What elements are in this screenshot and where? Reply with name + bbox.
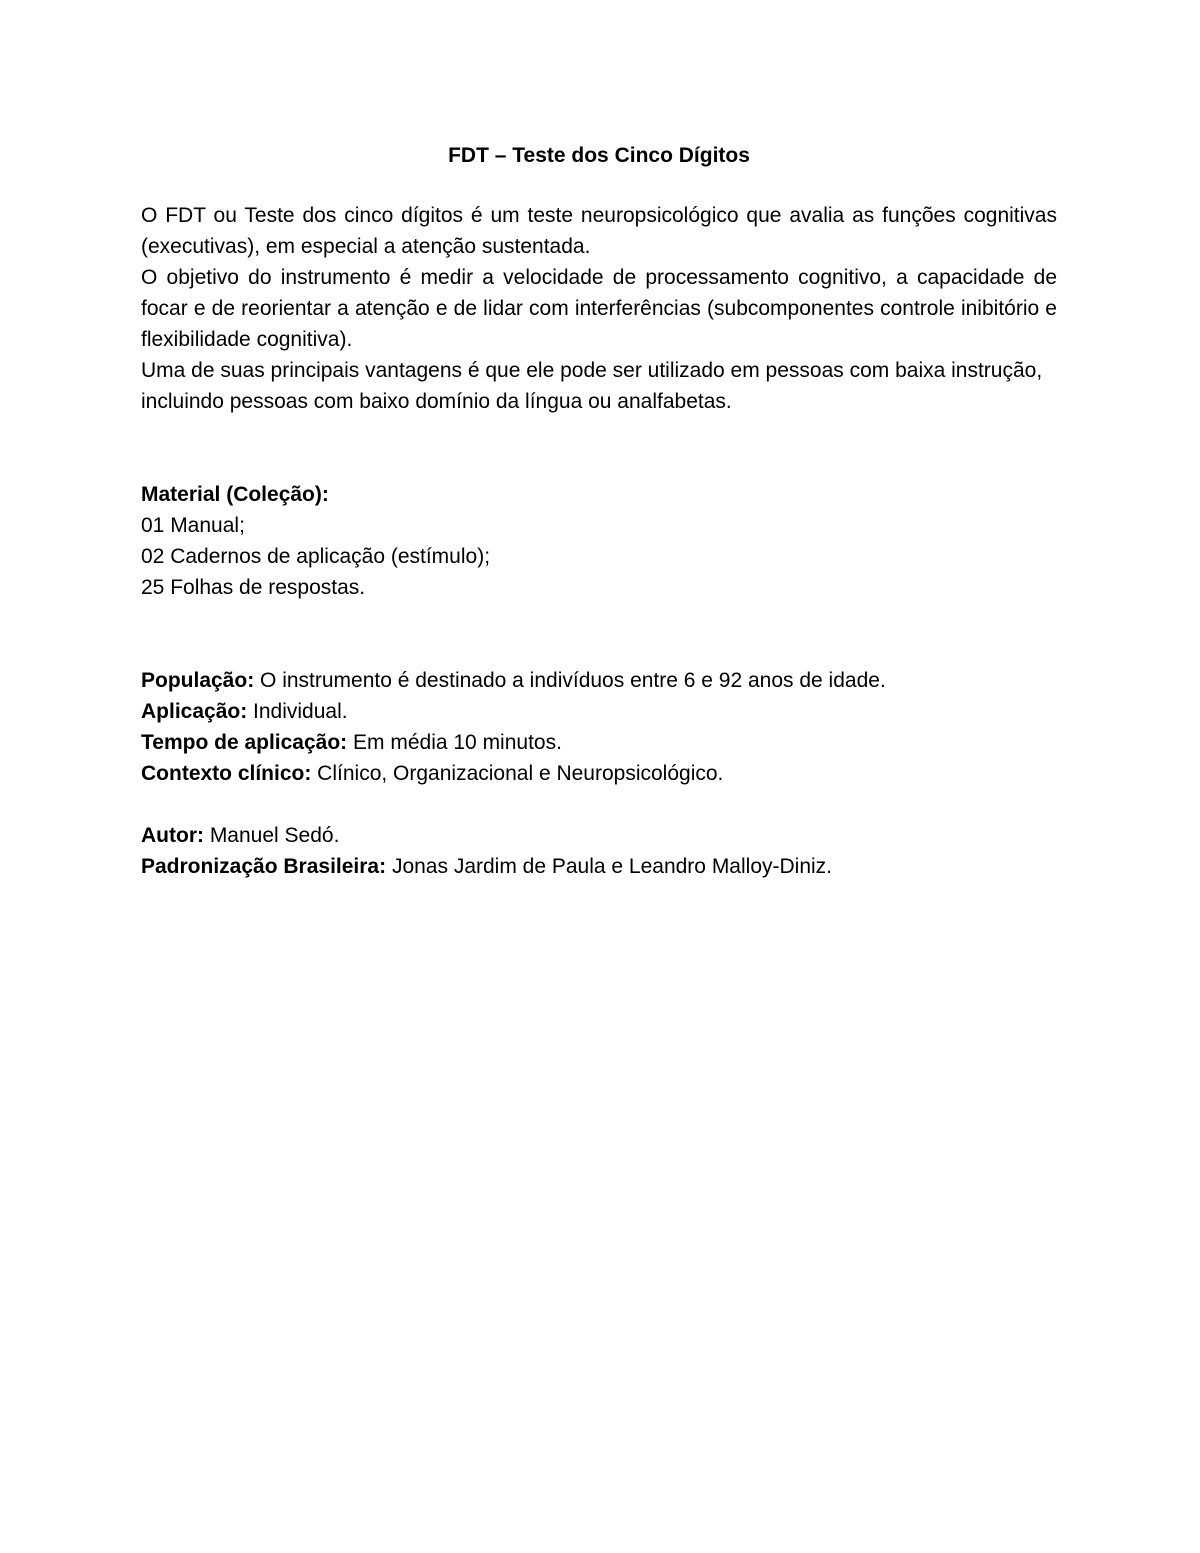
- field-aplicacao: [141, 696, 1057, 727]
- field-label: Contexto clínico:: [141, 762, 312, 785]
- material-item: 01 Manual;: [141, 514, 245, 537]
- field-value: Manuel Sedó.: [203, 824, 340, 847]
- intro-paragraph: Uma de suas principais vantagens é que ele pode ser utilizado em pessoas com baixa instrução, incluindo pessoas com baixo domínio da língua ou analfabetas.: [141, 359, 1043, 413]
- field-tempo: [141, 727, 1057, 758]
- field-label: Autor:: [141, 824, 204, 847]
- spacer: [141, 603, 1057, 665]
- field-label: População:: [141, 669, 255, 692]
- document-page: [141, 140, 1057, 882]
- field-contexto: [141, 758, 1057, 789]
- intro-paragraph: O objetivo do instrumento é medir a velocidade de processamento cognitivo, a capacidade de focar e de reorientar a atenção e de lidar com interferências (subcomponentes controle inibitório e flexibilidade cognitiva).: [141, 266, 1057, 351]
- field-value: Individual.: [247, 700, 348, 723]
- intro-paragraph: O FDT ou Teste dos cinco dígitos é um teste neuropsicológico que avalia as funções cognitivas (executivas), em especial a atenção sustentada.: [141, 204, 1057, 258]
- material-item: 25 Folhas de respostas.: [141, 576, 366, 599]
- credits-section: [141, 820, 1057, 882]
- material-item: 02 Cadernos de aplicação (estímulo);: [141, 545, 491, 568]
- spacer: [141, 789, 1057, 820]
- field-autor: [141, 820, 1057, 851]
- field-populacao: [141, 665, 1057, 696]
- field-value: O instrumento é destinado a indivíduos entre 6 e 92 anos de idade.: [254, 669, 886, 692]
- field-value: Em média 10 minutos.: [347, 731, 562, 754]
- field-value: Clínico, Organizacional e Neuropsicológico.: [311, 762, 724, 785]
- material-section: [141, 479, 1057, 603]
- details-section: [141, 665, 1057, 789]
- field-padronizacao: [141, 851, 1057, 882]
- document-title: FDT – Teste dos Cinco Dígitos: [448, 144, 750, 167]
- intro-section: [141, 200, 1057, 417]
- material-heading: Material (Coleção):: [141, 483, 329, 506]
- field-label: Aplicação:: [141, 700, 248, 723]
- spacer: [141, 417, 1057, 479]
- field-label: Tempo de aplicação:: [141, 731, 348, 754]
- field-value: Jonas Jardim de Paula e Leandro Malloy-Diniz.: [386, 855, 833, 878]
- field-label: Padronização Brasileira:: [141, 855, 387, 878]
